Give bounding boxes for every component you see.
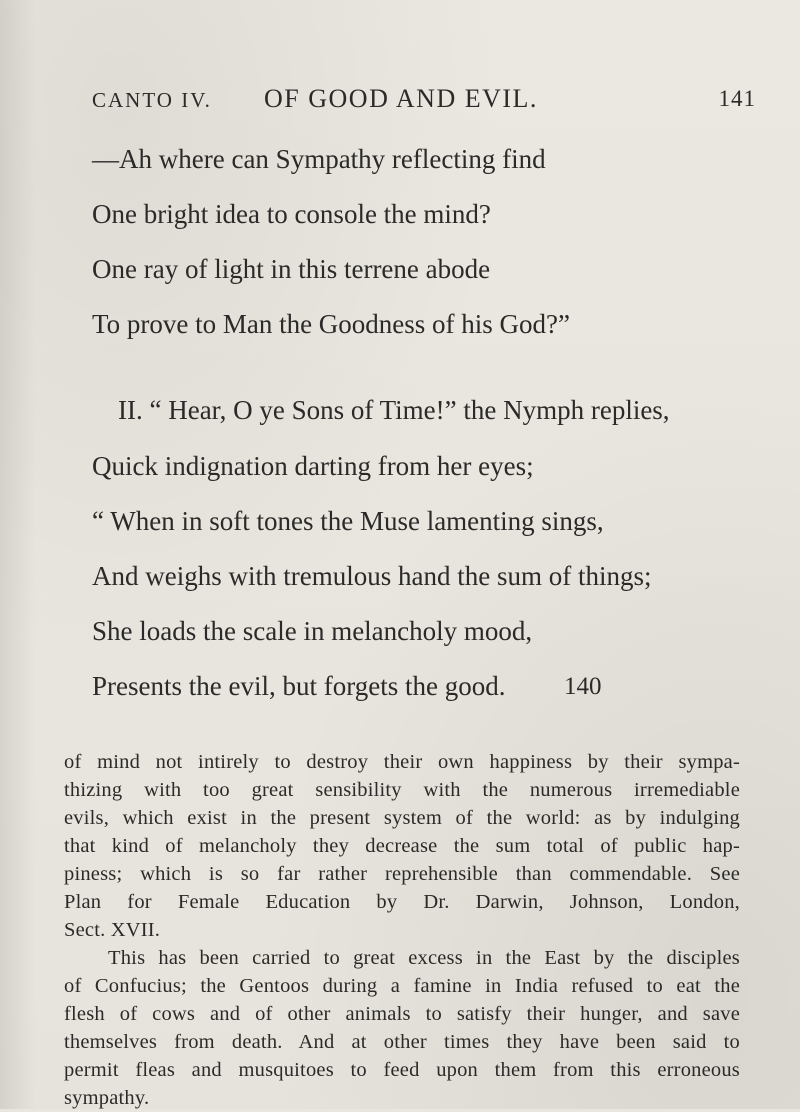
- footnote-line: of mind not intirely to destroy their own happiness by their sympa-: [64, 751, 740, 773]
- footnote-line: thizing with too great sensibility with the numerous irremediable: [64, 779, 740, 801]
- poem-line: One bright idea to console the mind?: [92, 199, 491, 229]
- page-gutter-shadow: [0, 0, 36, 1109]
- footnote-line: sympathy.: [64, 1087, 150, 1109]
- footnote-line: Sect. XVII.: [64, 919, 161, 941]
- footnote-line: themselves from death. And at other times they have been said to: [64, 1031, 740, 1053]
- poem-line: II. “ Hear, O ye Sons of Time!” the Nymph replies,: [118, 395, 670, 425]
- footnote-line: Plan for Female Education by Dr. Darwin, Johnson, London,: [64, 891, 740, 913]
- header-title: OF GOOD AND EVIL.: [264, 84, 538, 113]
- poem-line: —Ah where can Sympathy reflecting find: [92, 144, 546, 174]
- poem-line: One ray of light in this terrene abode: [92, 254, 491, 284]
- poem-line: And weighs with tremulous hand the sum of things;: [92, 561, 652, 591]
- footnote-line: permit fleas and musquitoes to feed upon them from this erroneous: [64, 1059, 740, 1081]
- poem-line: Quick indignation darting from her eyes;: [92, 451, 534, 481]
- footnote: [64, 748, 740, 1112]
- footnote-line: This has been carried to great excess in the East by the disciples: [108, 947, 740, 969]
- poem-line: Presents the evil, but forgets the good.: [92, 671, 506, 701]
- page-number: 141: [718, 86, 756, 111]
- footnote-line: evils, which exist in the present system of the world: as by indulging: [64, 807, 740, 829]
- footnote-line: that kind of melancholy they decrease the sum total of public hap-: [64, 835, 740, 857]
- poem-line: “ When in soft tones the Muse lamenting sings,: [92, 506, 604, 536]
- running-header: [92, 84, 756, 118]
- line-number: 140: [564, 673, 602, 700]
- poem-line: She loads the scale in melancholy mood,: [92, 616, 533, 646]
- footnote-line: flesh of cows and of other animals to satisfy their hunger, and save: [64, 1003, 740, 1025]
- header-canto: CANTO IV.: [92, 88, 212, 112]
- footnote-line: of Confucius; the Gentoos during a famine in India refused to eat the: [64, 975, 740, 997]
- poem-line: To prove to Man the Goodness of his God?”: [92, 309, 571, 339]
- footnote-line: piness; which is so far rather reprehensible than commendable. See: [64, 863, 740, 885]
